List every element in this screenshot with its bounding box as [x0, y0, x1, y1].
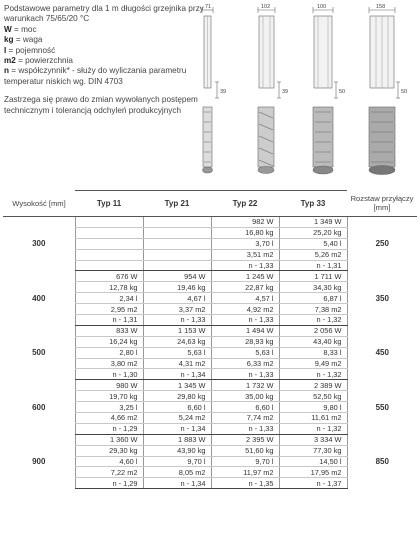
table-cell: 1 711 W: [279, 271, 347, 282]
table-cell: 11,61 m2: [279, 413, 347, 424]
radiator-type22-drawing: [313, 7, 338, 174]
table-cell: n - 1,35: [211, 478, 279, 489]
table-cell: 19,70 kg: [75, 391, 143, 402]
legend-n: [4, 66, 209, 87]
table-cell: n - 1,31: [75, 315, 143, 326]
table-cell: 5,26 m2: [279, 249, 347, 260]
legend-i-text: = pojemność: [6, 45, 56, 55]
table-cell: 14,50 l: [279, 456, 347, 467]
table-body: [3, 217, 417, 489]
table-cell: 1 360 W: [75, 434, 143, 445]
table-cell: 4,67 l: [143, 293, 211, 304]
table-cell: 28,93 kg: [211, 336, 279, 347]
legend-n-key: n: [4, 66, 10, 76]
table-cell: 1 732 W: [211, 380, 279, 391]
radiator-type11-drawing: [202, 7, 219, 173]
table-cell: 19,46 kg: [143, 282, 211, 293]
header-typ22: Typ 22: [211, 191, 279, 217]
table-cell: 4,57 l: [211, 293, 279, 304]
table-cell: 6,60 l: [143, 402, 211, 413]
table-cell: n - 1,33: [143, 315, 211, 326]
table-cell: n - 1,37: [279, 478, 347, 489]
table-cell: [143, 217, 211, 228]
table-cell: 1 883 W: [143, 434, 211, 445]
table-cell: n - 1,29: [75, 423, 143, 434]
header-typ21: Typ 21: [143, 191, 211, 217]
table-cell: 3,70 l: [211, 238, 279, 249]
table-cell: 982 W: [211, 217, 279, 228]
table-cell: [143, 227, 211, 238]
legend-n-text: = współczynnik* - służy do wyliczania parametru temperatur niskich wg. DIN 4703: [4, 66, 187, 86]
table-cell: 3,51 m2: [211, 249, 279, 260]
table-cell: n - 1,33: [211, 369, 279, 380]
table-cell: 2 395 W: [211, 434, 279, 445]
table-cell: n - 1,32: [279, 315, 347, 326]
table-cell: 1 153 W: [143, 325, 211, 336]
table-cell: 833 W: [75, 325, 143, 336]
table-cell: 5,63 l: [143, 347, 211, 358]
table-cell: 2 389 W: [279, 380, 347, 391]
table-cell: 2 056 W: [279, 325, 347, 336]
table-cell: 5,24 m2: [143, 413, 211, 424]
header-typ33: Typ 33: [279, 191, 347, 217]
header-spacing: Rozstaw przyłączy [mm]: [347, 191, 417, 217]
table-cell: 25,20 kg: [279, 227, 347, 238]
table-cell: 676 W: [75, 271, 143, 282]
table-cell: [75, 227, 143, 238]
table-cell: n - 1,32: [279, 423, 347, 434]
table-cell: 4,66 m2: [75, 413, 143, 424]
table-cell: 8,33 l: [279, 347, 347, 358]
table-cell: [75, 238, 143, 249]
table-cell: 7,22 m2: [75, 467, 143, 478]
legend-w-text: = moc: [11, 24, 37, 34]
table-cell: 1 349 W: [279, 217, 347, 228]
table-cell: 51,60 kg: [211, 445, 279, 456]
table-cell: 7,74 m2: [211, 413, 279, 424]
table-cell: n - 1,29: [75, 478, 143, 489]
table-cell: 43,90 kg: [143, 445, 211, 456]
radiator-type21-drawing: [258, 7, 281, 174]
disclaimer-note: Zastrzega się prawo do zmian wywołanych postępem technicznym i tolerancją odchyleń produkcyjnych: [4, 95, 198, 115]
table-cell: 2,95 m2: [75, 304, 143, 315]
height-value: 400: [32, 293, 46, 303]
spacing-value: 850: [375, 457, 389, 467]
radiator-type33-drawing: [369, 7, 400, 175]
spacing-value: 550: [375, 402, 389, 412]
height-value: 600: [32, 402, 46, 412]
spacing-value: 350: [375, 293, 389, 303]
table-cell: [75, 260, 143, 271]
legend-kg: [4, 35, 209, 45]
dim-width-type11: 71: [205, 4, 212, 10]
height-value: 500: [32, 348, 46, 358]
table-cell: [75, 249, 143, 260]
table-cell: 2,80 l: [75, 347, 143, 358]
table-cell: 16,24 kg: [75, 336, 143, 347]
table-cell: n - 1,31: [279, 260, 347, 271]
table-cell: 6,60 l: [211, 402, 279, 413]
table-cell: 3,37 m2: [143, 304, 211, 315]
dim-width-type22: 100: [317, 4, 327, 10]
table-cell: 52,50 kg: [279, 391, 347, 402]
table-cell: [75, 217, 143, 228]
table-cell: 3,25 l: [75, 402, 143, 413]
table-cell: [143, 249, 211, 260]
radiator-drawings: [195, 2, 420, 184]
dim-depth-type22: 50: [339, 89, 346, 95]
table-cell: 43,40 kg: [279, 336, 347, 347]
table-header-row: [3, 191, 417, 217]
table-cell: [143, 260, 211, 271]
table-cell: 1 345 W: [143, 380, 211, 391]
table-row: [3, 434, 417, 445]
table-cell: 1 245 W: [211, 271, 279, 282]
table-cell: 9,80 l: [279, 402, 347, 413]
table-cell: n - 1,33: [211, 423, 279, 434]
table-cell: 5,40 l: [279, 238, 347, 249]
legend-kg-key: kg: [4, 35, 14, 45]
legend-i-key: I: [4, 45, 7, 55]
table-cell: 77,30 kg: [279, 445, 347, 456]
table-cell: n - 1,33: [211, 260, 279, 271]
legend-m2: [4, 56, 209, 66]
table-cell: 29,80 kg: [143, 391, 211, 402]
legend-w-key: W: [4, 24, 12, 34]
table-cell: 17,95 m2: [279, 467, 347, 478]
table-cell: 11,97 m2: [211, 467, 279, 478]
radiator-technical-drawing: [195, 2, 420, 184]
table-cell: n - 1,33: [211, 315, 279, 326]
table-cell: 24,63 kg: [143, 336, 211, 347]
table-cell: 4,31 m2: [143, 358, 211, 369]
table-row: [3, 380, 417, 391]
table-row: [3, 325, 417, 336]
table-cell: n - 1,30: [75, 369, 143, 380]
intro-line-conditions: Podstawowe parametry dla 1 m długości grzejnika przy warunkach 75/65/20 °C: [4, 4, 204, 24]
table-cell: n - 1,34: [143, 478, 211, 489]
spacing-value: 450: [375, 348, 389, 358]
dim-depth-type21: 39: [282, 89, 289, 95]
dim-depth-type11: 39: [220, 89, 227, 95]
table-cell: 7,38 m2: [279, 304, 347, 315]
table-cell: n - 1,34: [143, 369, 211, 380]
legend-i: [4, 46, 209, 56]
table-cell: 9,70 l: [211, 456, 279, 467]
table-cell: 9,70 l: [143, 456, 211, 467]
table-cell: 8,05 m2: [143, 467, 211, 478]
header-typ11: Typ 11: [75, 191, 143, 217]
height-value: 900: [32, 457, 46, 467]
table-row: [3, 217, 417, 228]
table-cell: 16,80 kg: [211, 227, 279, 238]
table-cell: [143, 238, 211, 249]
table-cell: 980 W: [75, 380, 143, 391]
intro-text: [4, 4, 212, 116]
table-cell: 6,33 m2: [211, 358, 279, 369]
legend-kg-text: = waga: [13, 35, 43, 45]
header-height: Wysokość [mm]: [3, 191, 75, 217]
table-cell: n - 1,32: [279, 369, 347, 380]
table-cell: 9,49 m2: [279, 358, 347, 369]
radiator-spec-table: [3, 190, 417, 489]
height-value: 300: [32, 239, 46, 249]
table-cell: 954 W: [143, 271, 211, 282]
dim-depth-type33: 50: [401, 89, 408, 95]
table-cell: n - 1,34: [143, 423, 211, 434]
table-cell: 6,87 l: [279, 293, 347, 304]
table-cell: 35,00 kg: [211, 391, 279, 402]
table-cell: 3 334 W: [279, 434, 347, 445]
table-cell: 34,30 kg: [279, 282, 347, 293]
table-cell: 4,92 m2: [211, 304, 279, 315]
table-cell: 3,80 m2: [75, 358, 143, 369]
legend-m2-key: m2: [4, 56, 16, 66]
table-cell: 5,63 l: [211, 347, 279, 358]
table-cell: 29,30 kg: [75, 445, 143, 456]
table-cell: 2,34 l: [75, 293, 143, 304]
table-cell: 22,87 kg: [211, 282, 279, 293]
table-cell: 4,60 l: [75, 456, 143, 467]
legend-m2-text: = powierzchnia: [15, 56, 73, 66]
spacing-value: 250: [375, 239, 389, 249]
legend-w: [4, 25, 209, 35]
table-cell: 12,78 kg: [75, 282, 143, 293]
table-row: [3, 271, 417, 282]
dim-width-type21: 102: [261, 4, 271, 10]
table-cell: 1 494 W: [211, 325, 279, 336]
dim-width-type33: 158: [376, 4, 386, 10]
